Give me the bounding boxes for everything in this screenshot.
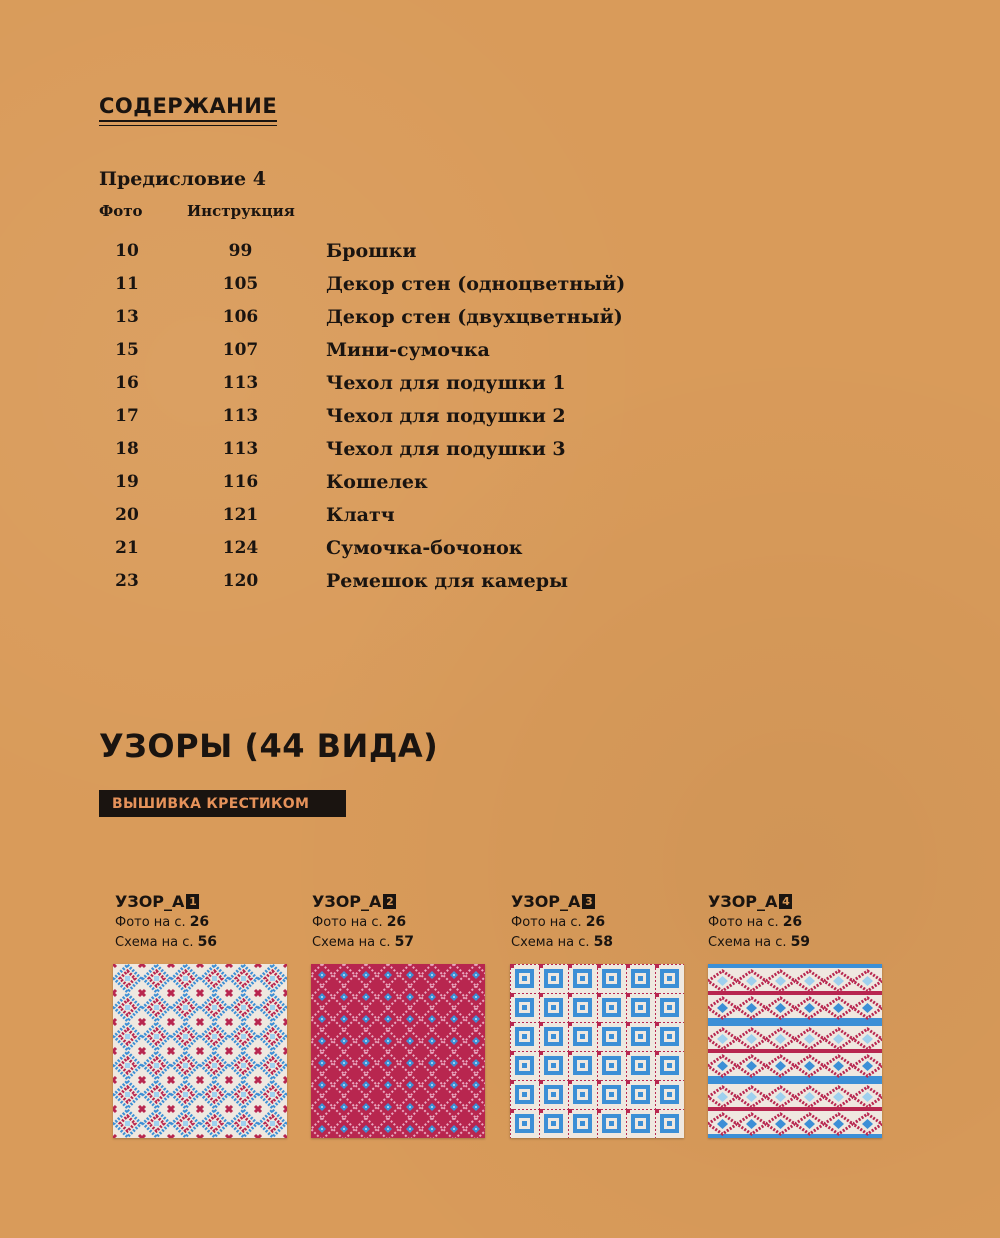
toc-row	[99, 300, 699, 333]
table-of-contents	[99, 234, 699, 597]
toc-title: Кошелек	[326, 470, 428, 493]
preface-entry: Предисловие 4	[99, 168, 266, 190]
pattern-name: УЗОР_А	[312, 891, 382, 911]
toc-photo-page: 19	[115, 471, 139, 492]
toc-instruction-page: 124	[222, 537, 259, 558]
toc-title: Чехол для подушки 2	[326, 404, 566, 427]
pattern-card	[115, 890, 291, 952]
pattern-name: УЗОР_А	[511, 891, 581, 911]
toc-instruction-page: 106	[222, 306, 259, 327]
toc-row	[99, 498, 699, 531]
toc-row	[99, 267, 699, 300]
pattern-name: УЗОР_А	[708, 891, 778, 911]
toc-photo-page: 15	[115, 339, 139, 360]
scheme-page-label: Схема на с.	[708, 934, 787, 950]
photo-page-value: 26	[189, 914, 210, 930]
toc-instruction-page: 107	[222, 339, 259, 360]
pattern-card	[708, 890, 884, 952]
toc-instruction-page: 121	[222, 504, 259, 525]
scheme-page-label: Схема на с.	[115, 934, 194, 950]
toc-instruction-page: 99	[228, 240, 253, 261]
toc-photo-page: 11	[115, 273, 139, 294]
photo-page-value: 26	[782, 914, 803, 930]
toc-title: Брошки	[326, 239, 417, 262]
toc-instruction-page: 113	[222, 438, 259, 459]
toc-title: Клатч	[326, 503, 395, 526]
toc-row	[99, 432, 699, 465]
pattern-number: 1	[186, 894, 199, 909]
pattern-card	[511, 890, 687, 952]
section-tag: ВЫШИВКА КРЕСТИКОМ	[99, 790, 346, 817]
pattern-a4-swatch[interactable]	[708, 964, 882, 1138]
scheme-page-value: 59	[790, 934, 811, 950]
photo-page-label: Фото на с.	[115, 914, 186, 930]
toc-photo-page: 17	[115, 405, 139, 426]
toc-photo-page: 10	[115, 240, 139, 261]
toc-instruction-page: 113	[222, 405, 259, 426]
toc-row	[99, 366, 699, 399]
toc-instruction-page: 116	[222, 471, 259, 492]
scheme-page-value: 57	[394, 934, 415, 950]
toc-row	[99, 564, 699, 597]
toc-title: Ремешок для камеры	[326, 569, 569, 592]
column-header-instruction: Инструкция	[187, 202, 295, 220]
photo-page-value: 26	[585, 914, 606, 930]
toc-row	[99, 465, 699, 498]
pattern-number: 2	[383, 894, 396, 909]
toc-photo-page: 21	[115, 537, 139, 558]
toc-instruction-page: 113	[222, 372, 259, 393]
contents-title: СОДЕРЖАНИЕ	[99, 94, 277, 122]
pattern-a1-swatch[interactable]	[113, 964, 287, 1138]
scheme-page-value: 56	[197, 934, 218, 950]
toc-title: Чехол для подушки 3	[326, 437, 566, 460]
toc-instruction-page: 120	[222, 570, 259, 591]
photo-page-label: Фото на с.	[708, 914, 779, 930]
photo-page-label: Фото на с.	[511, 914, 582, 930]
toc-photo-page: 18	[115, 438, 139, 459]
scheme-page-value: 58	[593, 934, 614, 950]
toc-row	[99, 234, 699, 267]
toc-photo-page: 16	[115, 372, 139, 393]
toc-instruction-page: 105	[222, 273, 259, 294]
pattern-a3-swatch[interactable]	[510, 964, 684, 1138]
pattern-a2-swatch[interactable]	[311, 964, 485, 1138]
pattern-name: УЗОР_А	[115, 891, 185, 911]
photo-page-value: 26	[386, 914, 407, 930]
toc-title: Декор стен (одноцветный)	[326, 272, 626, 295]
toc-row	[99, 531, 699, 564]
patterns-heading: УЗОРЫ (44 ВИДА)	[99, 727, 439, 765]
toc-title: Декор стен (двухцветный)	[326, 305, 623, 328]
toc-photo-page: 13	[115, 306, 139, 327]
scheme-page-label: Схема на с.	[312, 934, 391, 950]
toc-photo-page: 23	[115, 570, 139, 591]
pattern-number: 4	[779, 894, 792, 909]
toc-row	[99, 333, 699, 366]
pattern-card	[312, 890, 488, 952]
pattern-number: 3	[582, 894, 595, 909]
toc-title: Мини-сумочка	[326, 338, 490, 361]
scheme-page-label: Схема на с.	[511, 934, 590, 950]
toc-row	[99, 399, 699, 432]
toc-title: Сумочка-бочонок	[326, 536, 523, 559]
photo-page-label: Фото на с.	[312, 914, 383, 930]
toc-title: Чехол для подушки 1	[326, 371, 566, 394]
toc-photo-page: 20	[115, 504, 139, 525]
column-header-photo: Фото	[99, 202, 143, 220]
